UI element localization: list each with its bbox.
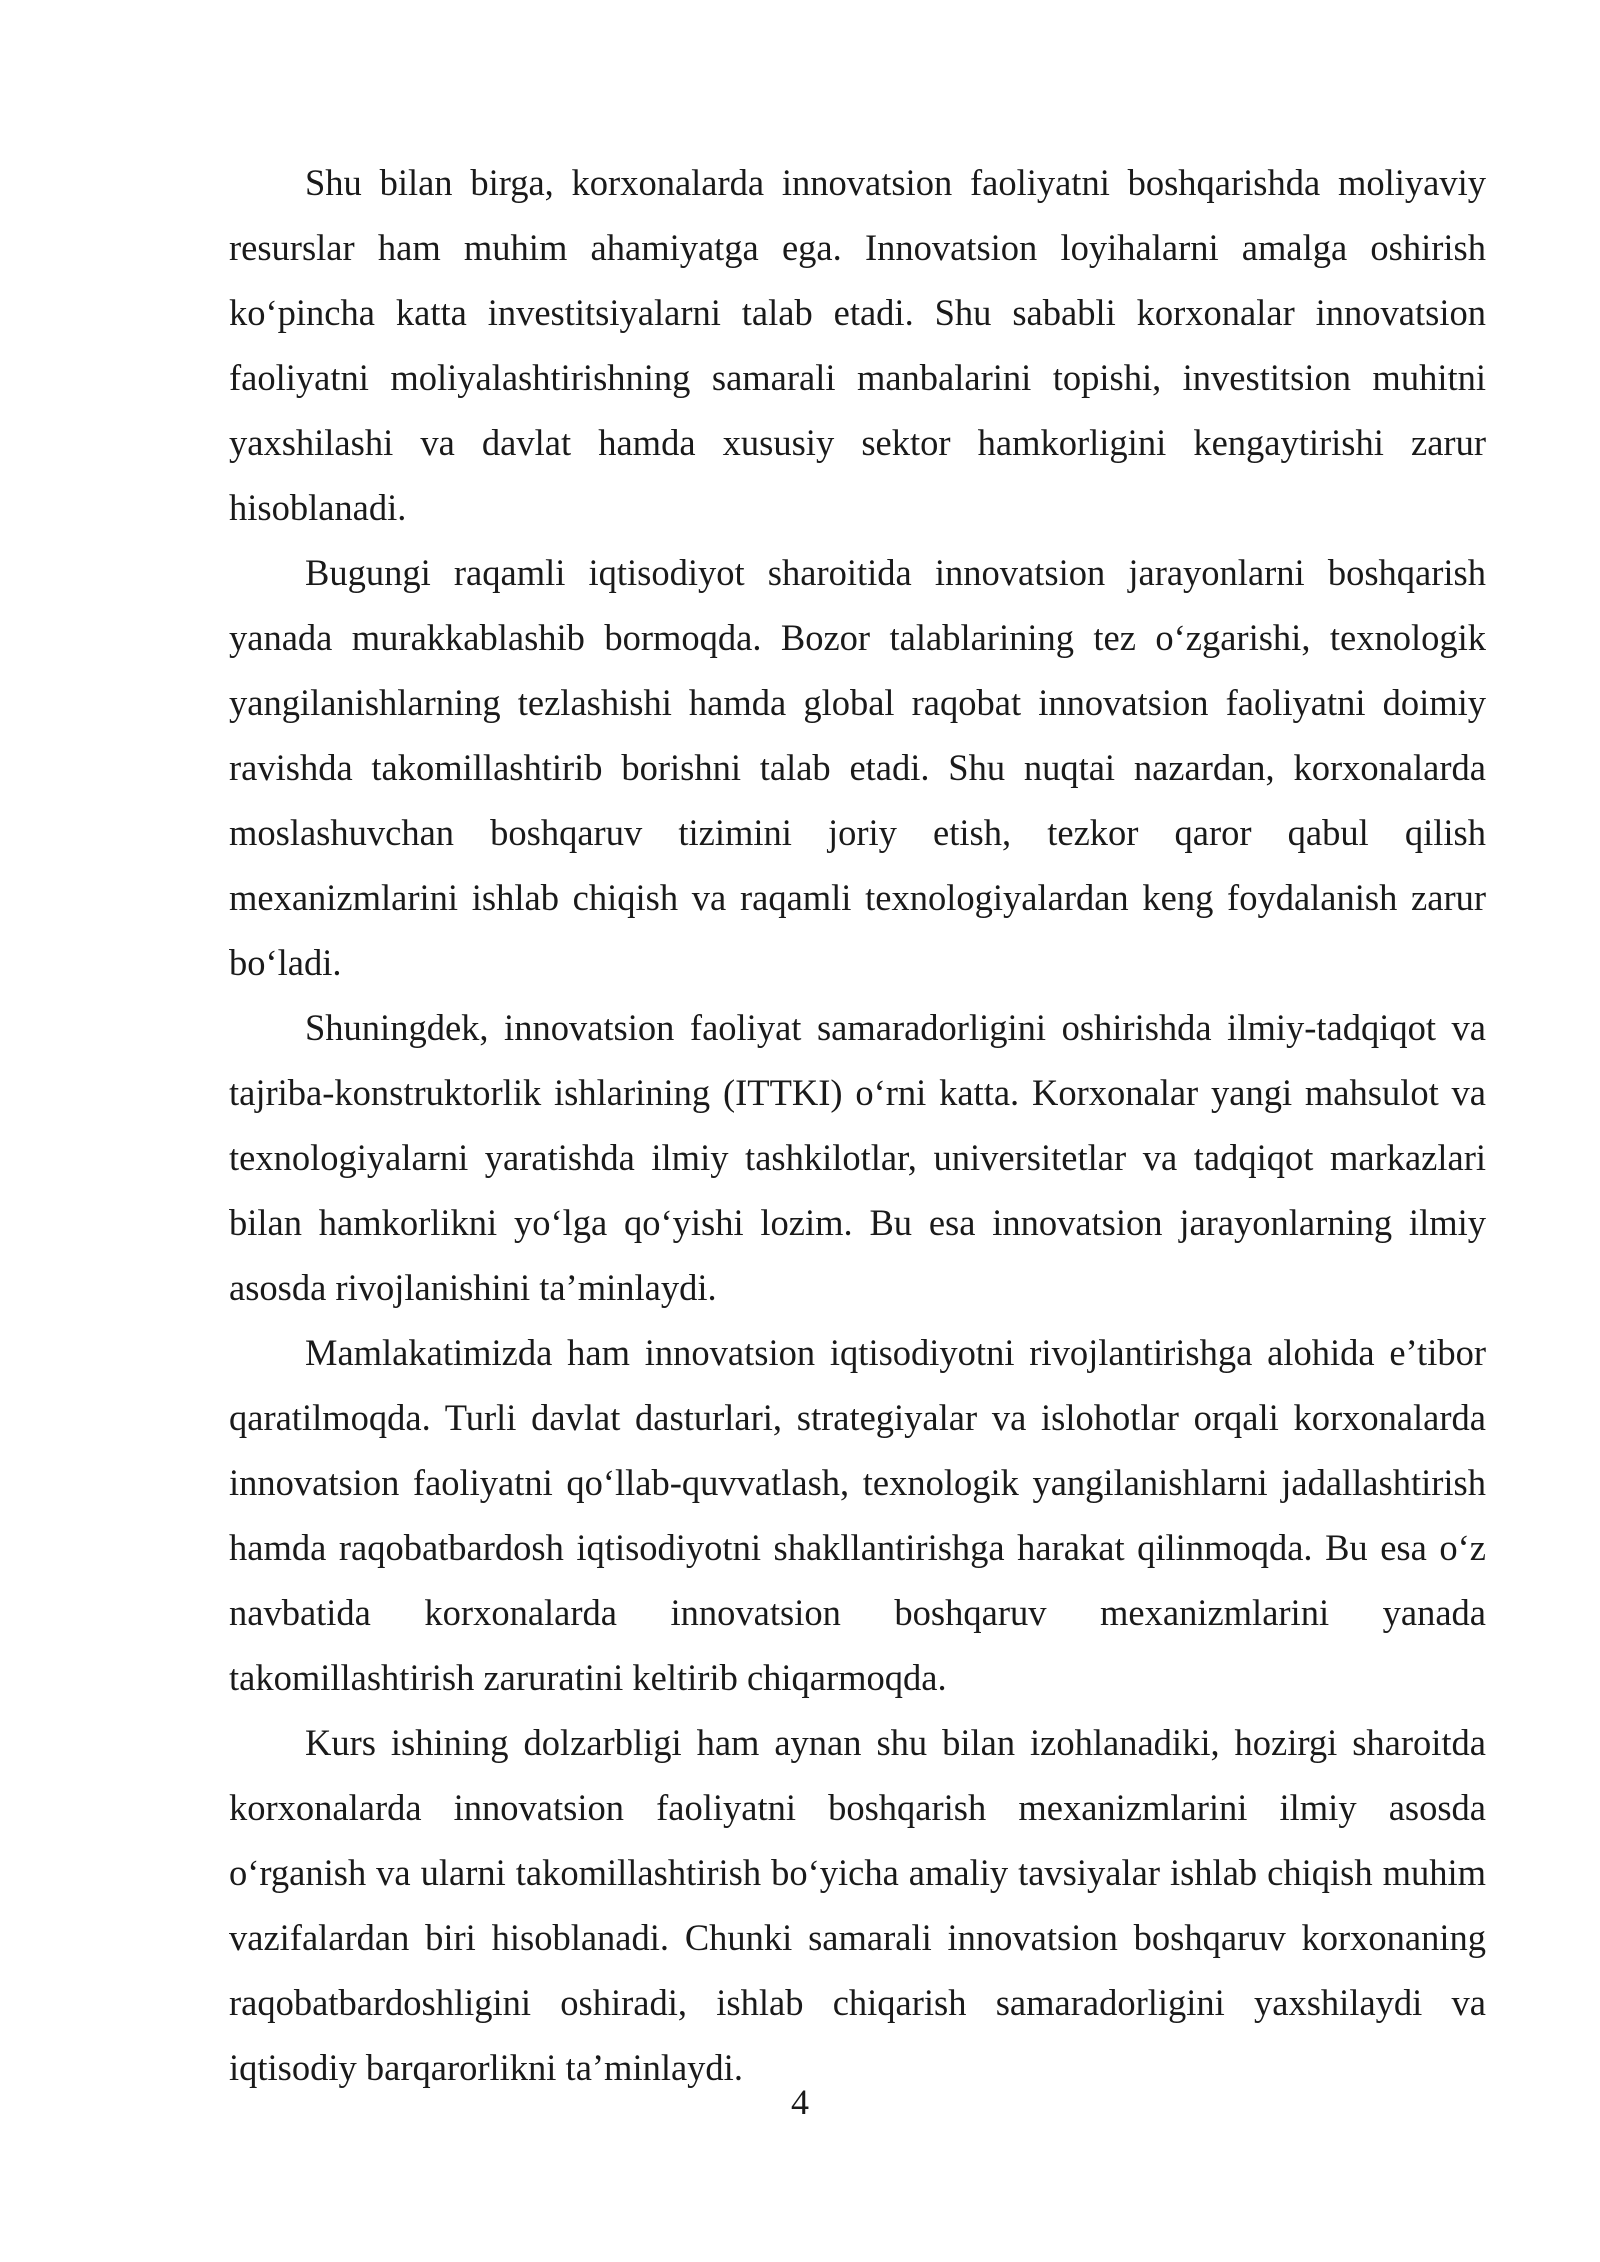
paragraph-ittki: Shuningdek, innovatsion faoliyat samaradorligini oshirishda ilmiy-tadqiqot va tajriba-konstruktorlik ishlarining (ITTKI) o‘rni katta. Korxonalar yangi mahsulot va texnologiyalarni yaratishda ilmiy tashkilotlar, universitetlar va tadqiqot markazlari bilan hamkorlikni yo‘lga qo‘yishi lozim. Bu esa innovatsion jarayonlarning ilmiy asosda rivojlanishini ta’minlaydi. [229, 1007, 1486, 1308]
paragraph-raqamli-iqtisodiyot: Bugungi raqamli iqtisodiyot sharoitida innovatsion jarayonlarni boshqarish yanada murakkablashib bormoqda. Bozor talablarining tez o‘zgarishi, texnologik yangilanishlarning tezlashishi hamda global raqobat innovatsion faoliyatni doimiy ravishda takomillashtirib borishni talab etadi. Shu nuqtai nazardan, korxonalarda moslashuvchan boshqaruv tizimini joriy etish, tezkor qaror qabul qilish mexanizmlarini ishlab chiqish va raqamli texnologiyalardan keng foydalanish zarur bo‘ladi. [229, 552, 1486, 983]
document-body [229, 150, 1486, 2100]
paragraph-dolzarblik: Kurs ishining dolzarbligi ham aynan shu bilan izohlanadiki, hozirgi sharoitda korxonalarda innovatsion faoliyatni boshqarish mexanizmlarini ilmiy asosda o‘rganish va ularni takomillashtirish bo‘yicha amaliy tavsiyalar ishlab chiqish muhim vazifalardan biri hisoblanadi. Chunki samarali innovatsion boshqaruv korxonaning raqobatbardoshligini oshiradi, ishlab chiqarish samaradorligini yaxshilaydi va iqtisodiy barqarorlikni ta’minlaydi. [229, 1722, 1486, 2088]
paragraph-mamlakatimizda: Mamlakatimizda ham innovatsion iqtisodiyotni rivojlantirishga alohida e’tibor qaratilmoqda. Turli davlat dasturlari, strategiyalar va islohotlar orqali korxonalarda innovatsion faoliyatni qo‘llab-quvvatlash, texnologik yangilanishlarni jadallashtirish hamda raqobatbardosh iqtisodiyotni shakllantirishga harakat qilinmoqda. Bu esa o‘z navbatida korxonalarda innovatsion boshqaruv mexanizmlarini yanada takomillashtirish zaruratini keltirib chiqarmoqda. [229, 1332, 1486, 1698]
page-number: 4 [791, 2082, 809, 2122]
paragraph-moliyaviy-resurslar: Shu bilan birga, korxonalarda innovatsion faoliyatni boshqarishda moliyaviy resurslar ham muhim ahamiyatga ega. Innovatsion loyihalarni amalga oshirish ko‘pincha katta investitsiyalarni talab etadi. Shu sababli korxonalar innovatsion faoliyatni moliyalashtirishning samarali manbalarini topishi, investitsion muhitni yaxshilashi va davlat hamda xususiy sektor hamkorligini kengaytirishi zarur hisoblanadi. [229, 162, 1486, 528]
